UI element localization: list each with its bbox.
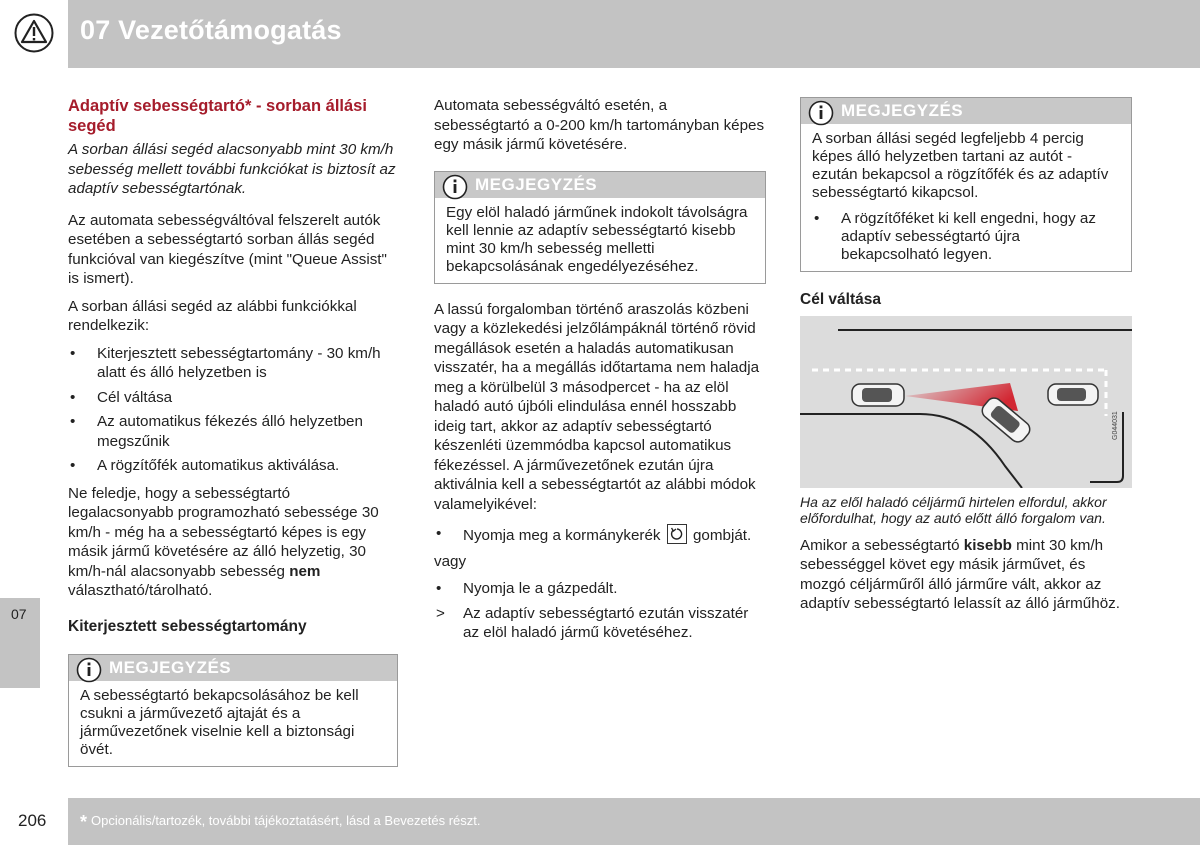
note-label: MEGJEGYZÉS: [109, 658, 232, 677]
figure-caption: Ha az elől haladó céljármű hirtelen elfordul, akkor előfordulhat, hogy az autó előtt álló forgalom van.: [800, 493, 1107, 526]
note-header: [69, 655, 397, 681]
stationary-car-icon: [1048, 384, 1098, 405]
page-footer: [0, 798, 1200, 845]
header-icon-box: [0, 0, 68, 68]
paragraph: [800, 536, 1132, 614]
paragraph: A sorban állási segéd az alábbi funkciókkal rendelkezik:: [68, 297, 357, 334]
list-item: [434, 579, 766, 599]
list-item-text: Kiterjesztett sebességtartomány - 30 km/h alatt és álló helyzetben is: [97, 344, 381, 381]
feature-list: [68, 344, 398, 476]
footer-left: [0, 798, 68, 845]
figure-code: G044031: [1112, 410, 1119, 440]
action-list: [434, 524, 766, 546]
bullet: •: [70, 344, 76, 362]
note-text: A sorban állási segéd legfeljebb 4 percig képes álló helyzetben tartani az autót - ezután bekapcsol a rögzítőfék és az adaptív sebességtartó kikapcsol.: [812, 130, 1109, 201]
column-2: [434, 96, 766, 651]
paragraph-text: mint 30 km/h sebességgel követ egy másik járművet, és mozgó céljárműről álló járműre vált, akkor az adaptív sebességtartó lelassít az álló járműhöz.: [800, 536, 1120, 612]
paragraph: A lassú forgalomban történő araszolás közbeni vagy a közlekedési jelzőlámpáknál történő rövid megállások esetén a haladás automatikusan visszatér, ha a megállás időtartama nem haladja meg a körülbelül 3 másodpercet - ha az elöl haladó autó újbóli elindulása ennél hosszabb ideig tart, akkor az adaptív sebességtartó készenléti üzemmódba kapcsol automatikus fékezéssel. A járművezetőnek ezután újra aktiválnia kell a sebességtartót az alábbi módok valamelyikével:: [434, 300, 760, 513]
footer-note: [80, 812, 481, 833]
note-text: Egy elöl haladó járműnek indokolt távolságra kell lennie az adaptív sebességtartó kisebb mint 30 km/h sebesség melletti bekapcsolásának engedélyezéséhez.: [446, 203, 748, 275]
footer-note-text: Opcionális/tartozék, további tájékoztatásért, lásd a Bevezetés részt.: [91, 813, 481, 828]
list-item: [68, 344, 398, 383]
note-label: MEGJEGYZÉS: [475, 174, 598, 194]
list-item: [68, 456, 398, 476]
paragraph-text: választható/tárolható.: [68, 582, 213, 599]
warning-triangle-icon: [14, 13, 54, 53]
list-item-text: Nyomja le a gázpedált.: [463, 580, 618, 597]
page-number: 206: [18, 811, 47, 830]
subheading: Cél váltása: [800, 291, 881, 308]
section-title: Adaptív sebességtartó* - sorban állási segéd: [68, 97, 367, 135]
list-item-text: gombját.: [692, 527, 752, 544]
paragraph: Az automata sebességváltóval felszerelt autók esetében a sebességtartó sorban állás segéd funkcióval van kiegészítve (mint "Queue Assist" is ismert).: [68, 211, 387, 287]
note-box: [434, 171, 766, 284]
resume-button-icon: [667, 524, 687, 544]
page-title: 07 Vezetőtámogatás: [80, 15, 342, 45]
info-icon: [442, 174, 468, 200]
note-body: [801, 124, 1131, 271]
chapter-tab-label: 07: [11, 606, 27, 622]
list-item-text: A rögzítőfék automatikus aktiválása.: [97, 457, 340, 474]
section-intro: A sorban állási segéd alacsonyabb mint 30 km/h sebesség mellett további funkciókat is biztosít az adaptív sebességtartónak.: [68, 141, 396, 197]
paragraph: [68, 484, 398, 601]
list-item: [434, 604, 766, 643]
bold-text: nem: [289, 562, 321, 580]
list-item: [434, 524, 766, 546]
column-3: [800, 97, 1132, 622]
note-list: [812, 210, 1121, 264]
note-box: [68, 654, 398, 767]
list-item: [812, 210, 1121, 264]
note-text: A sebességtartó bekapcsolásához be kell csukni a járművezető ajtaját és a járművezetőnek viselnie kell a biztonsági övét.: [80, 687, 359, 758]
bold-text: kisebb: [963, 536, 1012, 554]
subheading: Kiterjesztett sebességtartomány: [68, 617, 307, 635]
note-label: MEGJEGYZÉS: [841, 101, 964, 120]
target-change-figure: [800, 316, 1132, 488]
bullet: •: [70, 413, 76, 430]
note-header: [435, 172, 765, 198]
action-list: [434, 579, 766, 643]
chapter-tab: [0, 598, 40, 688]
bullet: •: [436, 580, 442, 597]
paragraph: Automata sebességváltó esetén, a sebességtartó a 0-200 km/h tartományban képes egy másik jármű követésére.: [434, 97, 765, 153]
list-item-text: A rögzítőféket ki kell engedni, hogy az adaptív sebességtartó újra bekapcsolható legyen.: [841, 210, 1096, 263]
bullet: •: [436, 525, 442, 542]
note-header: [801, 98, 1131, 124]
info-icon: [808, 100, 834, 126]
road-illustration: [800, 316, 1132, 488]
list-item-text: Az automatikus fékezés álló helyzetben megszűnik: [97, 413, 363, 450]
paragraph-text: Amikor a sebességtartó: [800, 536, 964, 554]
list-item-text: Az adaptív sebességtartó ezután visszatér az elöl haladó jármű követéséhez.: [463, 604, 749, 641]
list-item-text: Nyomja meg a kormánykerék: [463, 527, 661, 544]
list-item: [68, 412, 398, 451]
bullet: •: [814, 210, 820, 227]
note-box: [800, 97, 1132, 272]
page-header: [0, 0, 1200, 68]
info-icon: [76, 657, 102, 683]
bullet: •: [70, 388, 76, 406]
asterisk: *: [80, 812, 88, 832]
paragraph-text: Ne feledje, hogy a sebességtartó legalacsonyabb programozható sebessége 30 km/h - még ha a sebességtartó képes is egy másik jármű követésére az álló helyzetig, 30 km/h-nál alacsonyabb sebesség: [68, 484, 379, 580]
bullet: •: [70, 457, 76, 474]
or-text: vagy: [434, 552, 467, 570]
own-car-icon: [852, 384, 904, 406]
list-item: [68, 388, 398, 408]
column-1: [68, 96, 398, 779]
list-item-text: Cél váltása: [97, 388, 173, 406]
result-arrow: >: [436, 604, 445, 622]
